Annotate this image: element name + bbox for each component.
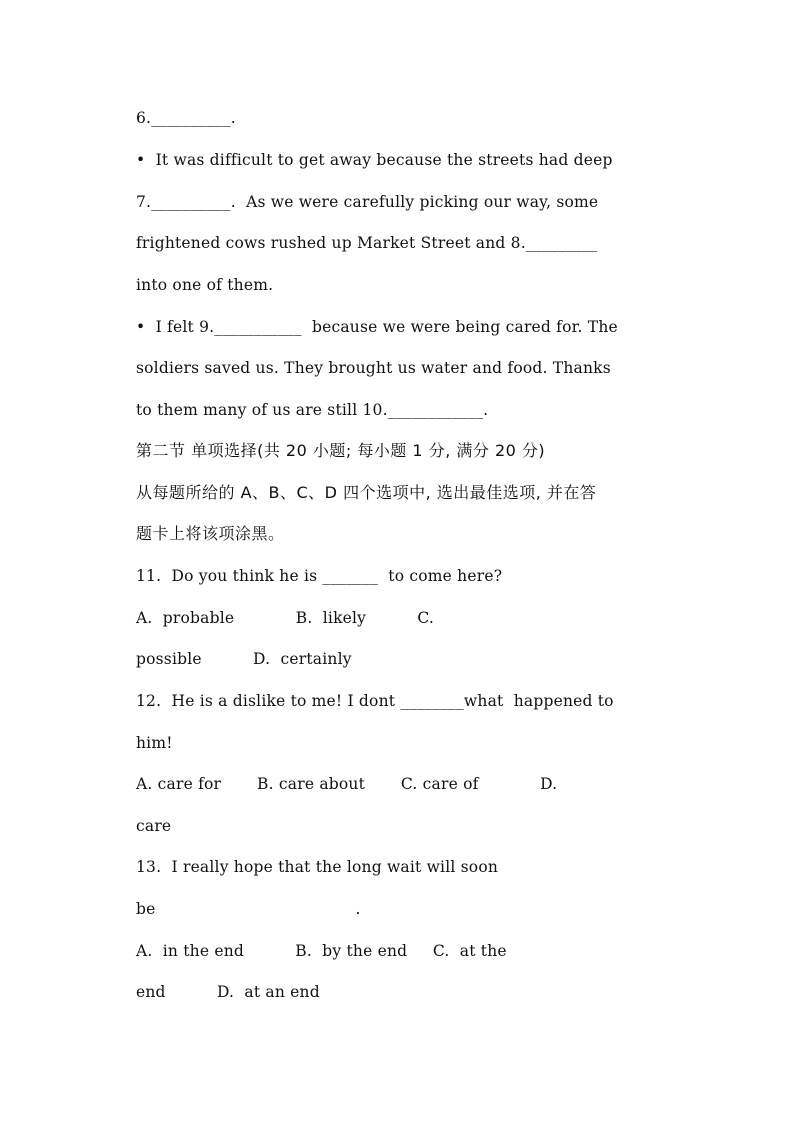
question-11: 11. Do you think he is _______ to come here? — [136, 567, 503, 585]
question-12: 12. He is a dislike to me! I dont ________what happened to — [136, 692, 614, 710]
section-heading: 第二节 单项选择(共 20 小题; 每小题 1 分, 满分 20 分) — [136, 441, 546, 460]
passage-line: • I felt 9.___________ because we were being cared for. The — [136, 318, 618, 336]
question-13: be . — [136, 900, 361, 918]
passage-line: • It was difficult to get away because the streets had deep — [136, 151, 613, 169]
question-11-options: A. probable B. likely C. — [136, 609, 435, 627]
question-12: him! — [136, 734, 173, 752]
passage-line: into one of them. — [136, 276, 274, 294]
passage-line: to them many of us are still 10.____________. — [136, 401, 489, 419]
question-13-options: end D. at an end — [136, 983, 320, 1001]
question-12-options: care — [136, 817, 172, 835]
passage-line: 7.__________. As we were carefully picking our way, some — [136, 193, 599, 211]
section-instructions: 题卡上将该项涂黑。 — [136, 524, 285, 543]
question-12-options: A. care for B. care about C. care of D. — [136, 775, 558, 793]
passage-line: frightened cows rushed up Market Street and 8._________ — [136, 234, 598, 252]
question-11-options: possible D. certainly — [136, 650, 352, 668]
section-instructions: 从每题所给的 A、B、C、D 四个选项中, 选出最佳选项, 并在答 — [136, 483, 597, 502]
blank-item-6: 6.__________. — [136, 109, 236, 127]
question-13: 13. I really hope that the long wait will soon — [136, 858, 499, 876]
passage-line: soldiers saved us. They brought us water and food. Thanks — [136, 359, 611, 377]
question-13-options: A. in the end B. by the end C. at the — [136, 942, 507, 960]
